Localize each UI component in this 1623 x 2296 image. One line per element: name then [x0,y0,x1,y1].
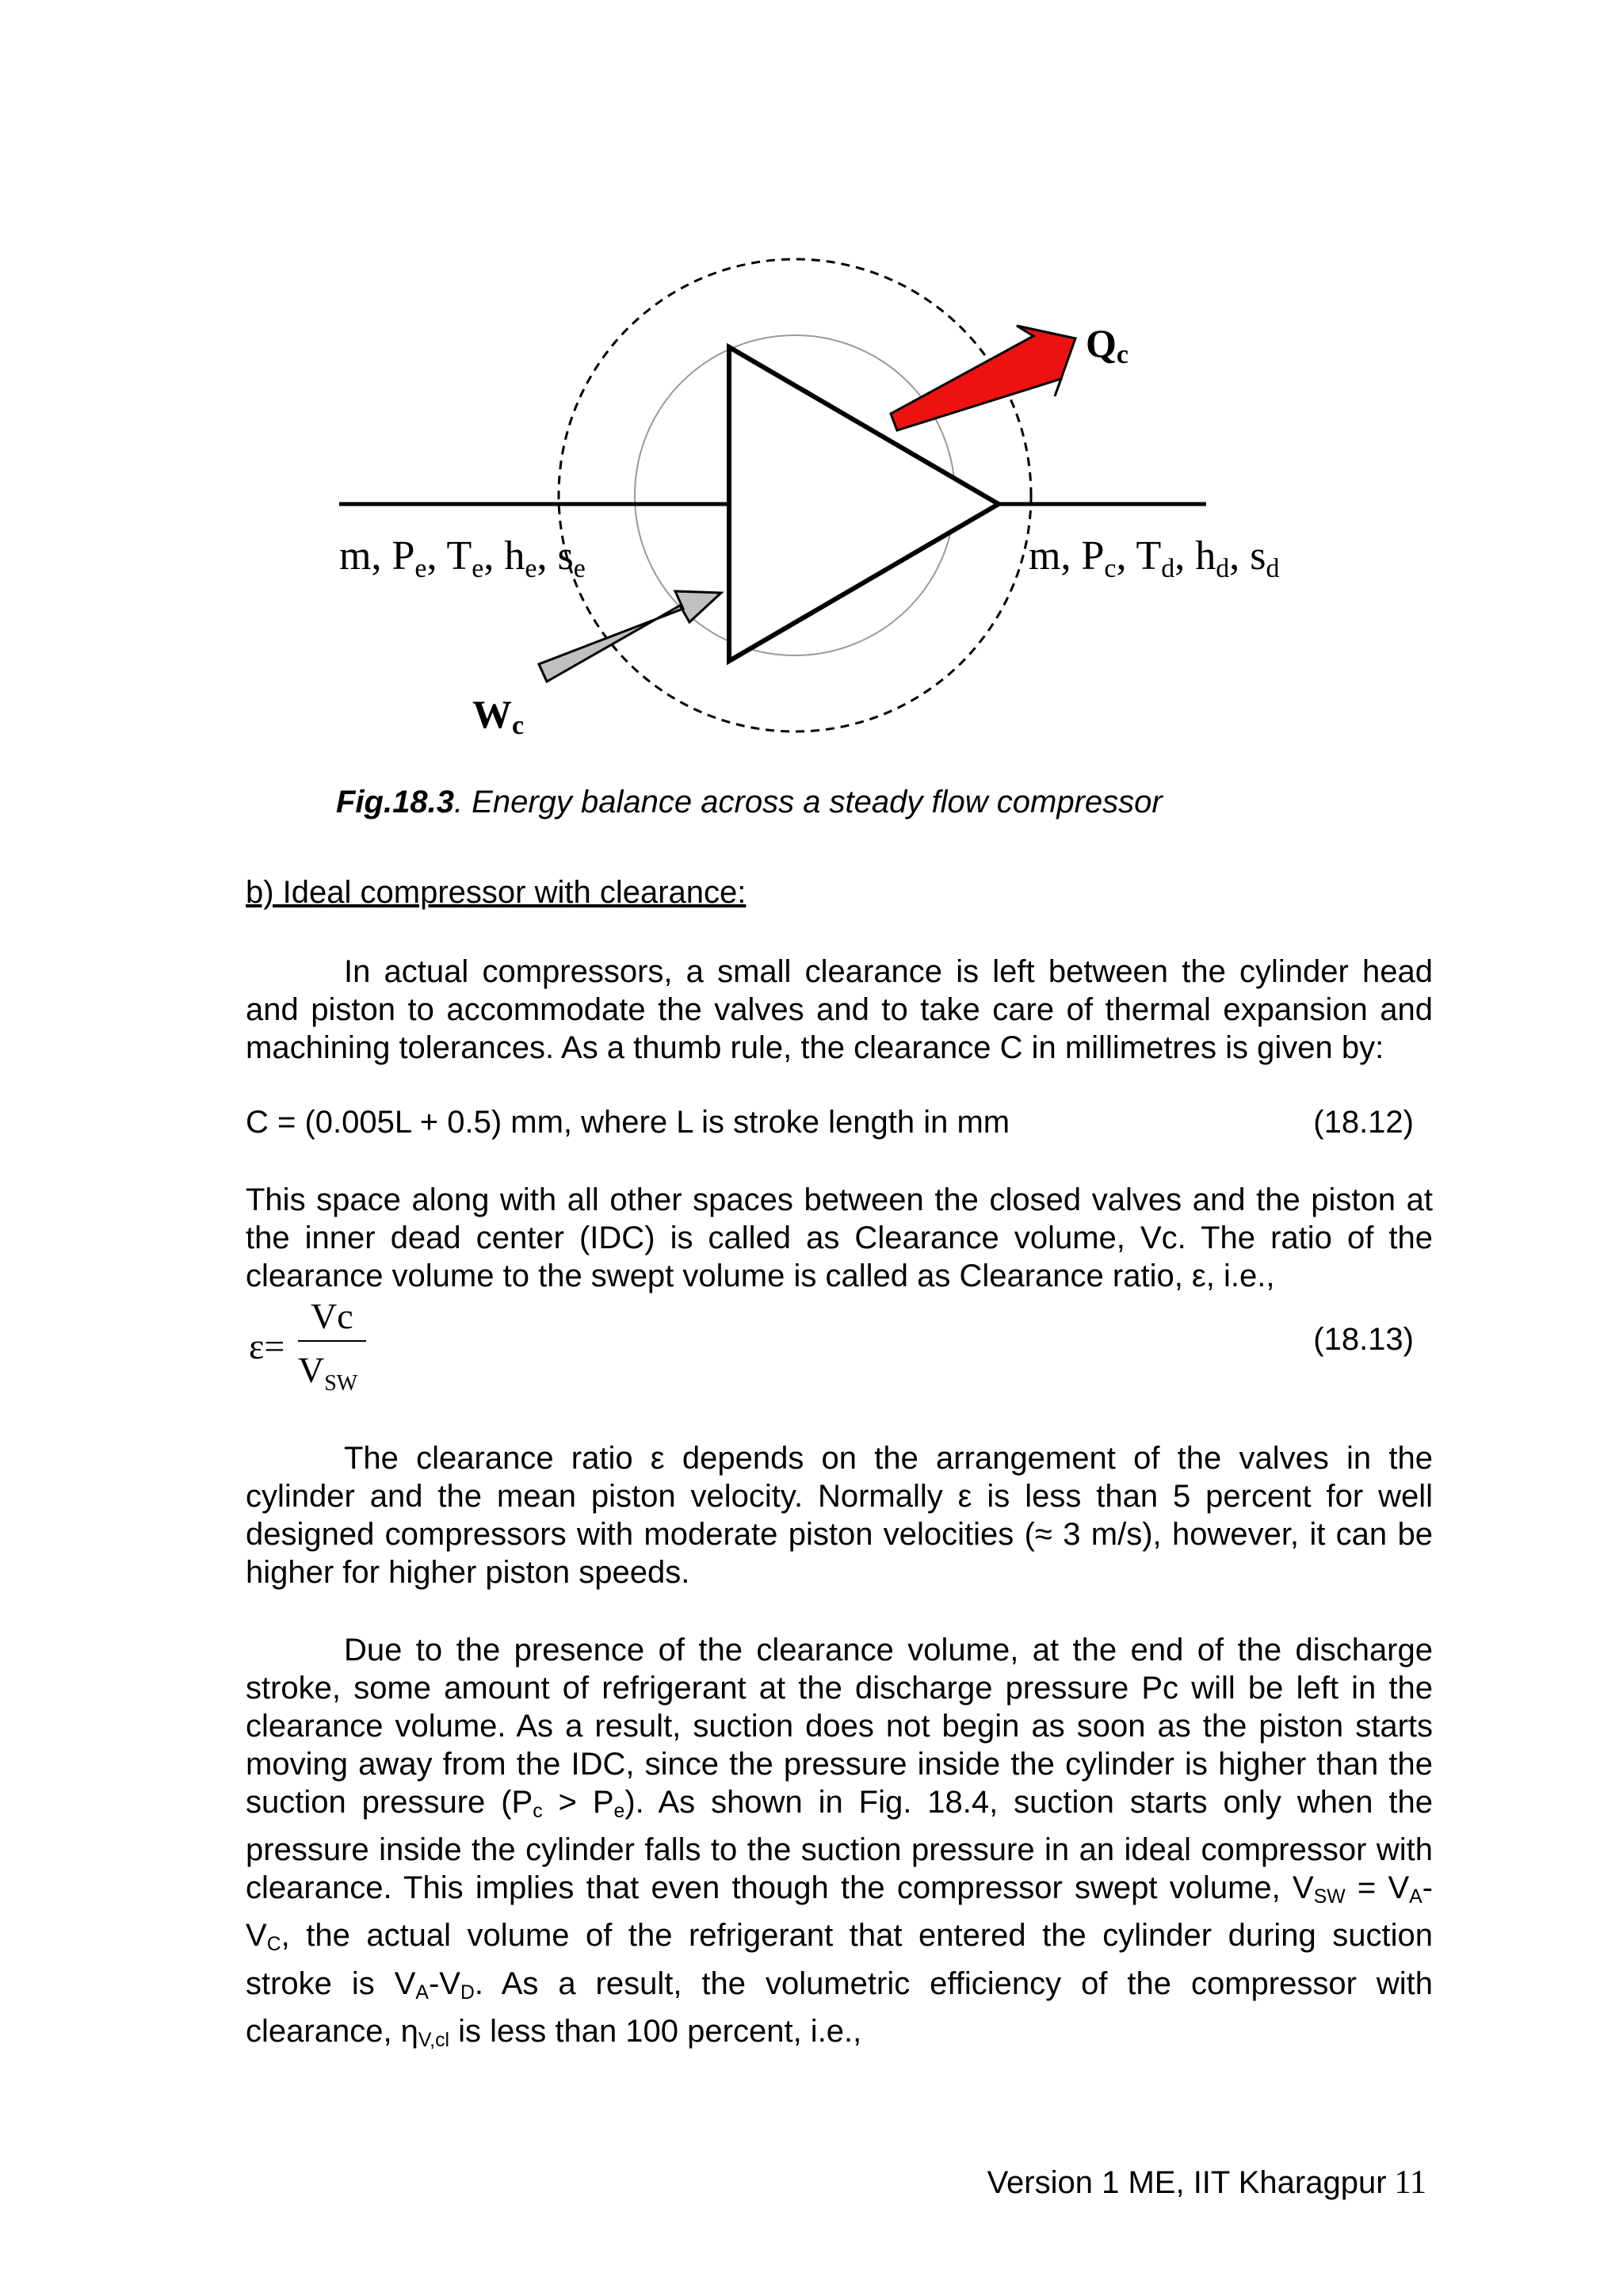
paragraph-clearance-volume [246,1181,1433,1295]
paragraph-4-text: -V [428,1966,460,2001]
work-input-arrow [539,591,721,682]
paragraph-4-text: ). As shown in Fig. 18.4, suction starts only when the pressure inside the cylinder falls to the suction pressure in an ideal compressor with clearance. This implies that even though the compressor swept volume, V [246,1785,1433,1906]
fraction-denominator [298,1350,358,1396]
figure-number: Fig.18.3 [336,785,454,819]
work-label-sub: c [512,711,525,740]
clearance-ratio-fraction [246,1292,420,1403]
inlet-label-subscript: e [525,554,537,583]
inlet-label-subscript: e [472,554,484,583]
subscript: e [613,1801,625,1823]
paragraph-3-text: The clearance ratio ε depends on the arrangement of the valves in the cylinder and the mean piston velocity. Normally ε is less than 5 percent for well designed compressors with moderate piston velocities (≈ 3 m/s), however, it can be higher for higher piston speeds. [246,1441,1433,1590]
subscript: V,cl [418,2029,449,2051]
outlet-label-subscript: d [1216,554,1230,583]
work-label [472,692,524,740]
compressor-energy-balance-diagram [0,0,1623,793]
inlet-label-subscript: e [573,554,586,583]
paragraph-suction-delay [246,1631,1433,2060]
outlet-label-text: , h [1174,533,1216,579]
subscript: A [1409,1886,1423,1908]
paragraph-1-text: In actual compressors, a small clearance is left between the cylinder head and piston to accommodate the valves and to take care of thermal expansion and machining tolerances. As a thumb rule, the clearance C in millimetres is given by: [246,954,1433,1065]
paragraph-4-text: Due to the presence of the clearance volume, at the end of the discharge stroke, some amount of refrigerant at the discharge pressure Pc will be left in the clearance volume. As a result, suction does not begin as soon as the piston starts moving away from the IDC, since the pressure inside the cylinder is higher than the suction pressure (P [246,1633,1433,1820]
inlet-state-label [339,533,586,583]
outlet-label-subscript: d [1161,554,1175,583]
paragraph-clearance-ratio [246,1439,1433,1591]
inlet-label-text: , s [537,533,574,579]
subscript: C [266,1934,281,1956]
page-footer [987,2164,1426,2202]
subscript: c [533,1801,543,1823]
fraction-denominator-sub: SW [324,1371,358,1396]
work-label-main: W [472,692,512,736]
paragraph-4-text: > P [542,1785,614,1820]
inlet-label-text: , h [483,533,525,579]
inlet-label-text: m, P [339,533,415,579]
inlet-label-text: , T [426,533,472,579]
heat-rejection-arrow [891,326,1075,430]
outlet-label-text: m, P [1029,533,1105,579]
paragraph-4-text: , the actual volume of the refrigerant that entered the cylinder during suction stroke is V [246,1918,1433,2001]
figure-caption-text: . Energy balance across a steady flow compressor [453,785,1163,819]
paragraph-clearance-intro [246,953,1433,1067]
outlet-label-subscript: d [1266,554,1280,583]
heat-label [1086,321,1128,369]
heat-label-main: Q [1086,321,1117,365]
footer-text: Version 1 ME, IIT Kharagpur [987,2165,1387,2200]
heat-label-sub: c [1116,340,1128,369]
subscript: D [460,1981,475,2004]
paragraph-4-text: is less than 100 percent, i.e., [449,2013,862,2049]
inlet-label-subscript: e [414,554,427,583]
paragraph-2-text: This space along with all other spaces between the closed valves and the piston at the inner dead center (IDC) is called as Clearance volume, Vc. The ratio of the clearance volume to the swept volume is called as Clearance ratio, ε, i.e., [246,1182,1433,1293]
page-number: 11 [1394,2164,1426,2201]
outlet-label-subscript: c [1104,554,1117,583]
paragraph-4-text: . As a result, the volumetric efficiency of the compressor with clearance, η [246,1966,1433,2049]
outlet-label-text: , T [1116,533,1162,579]
outlet-label-text: , s [1229,533,1266,579]
paragraph-4-text: = V [1345,1870,1410,1906]
outlet-state-label [1029,533,1280,583]
fraction-lhs: ε= [249,1326,285,1366]
subscript: SW [1313,1886,1346,1908]
figure-caption [336,785,1163,820]
equation-18-12-text: C = (0.005L + 0.5) mm, where L is stroke length in mm [246,1105,1010,1140]
fraction-denominator-main: V [298,1350,325,1390]
equation-18-12-number: (18.12) [1313,1105,1414,1140]
paragraph-4-text: -V [246,1870,1433,1954]
subscript: A [415,1981,429,2004]
fraction-numerator: Vc [311,1296,353,1336]
section-heading: b) Ideal compressor with clearance: [246,875,747,910]
equation-18-13-number: (18.13) [1313,1322,1414,1357]
equation-18-12 [246,1105,1414,1140]
